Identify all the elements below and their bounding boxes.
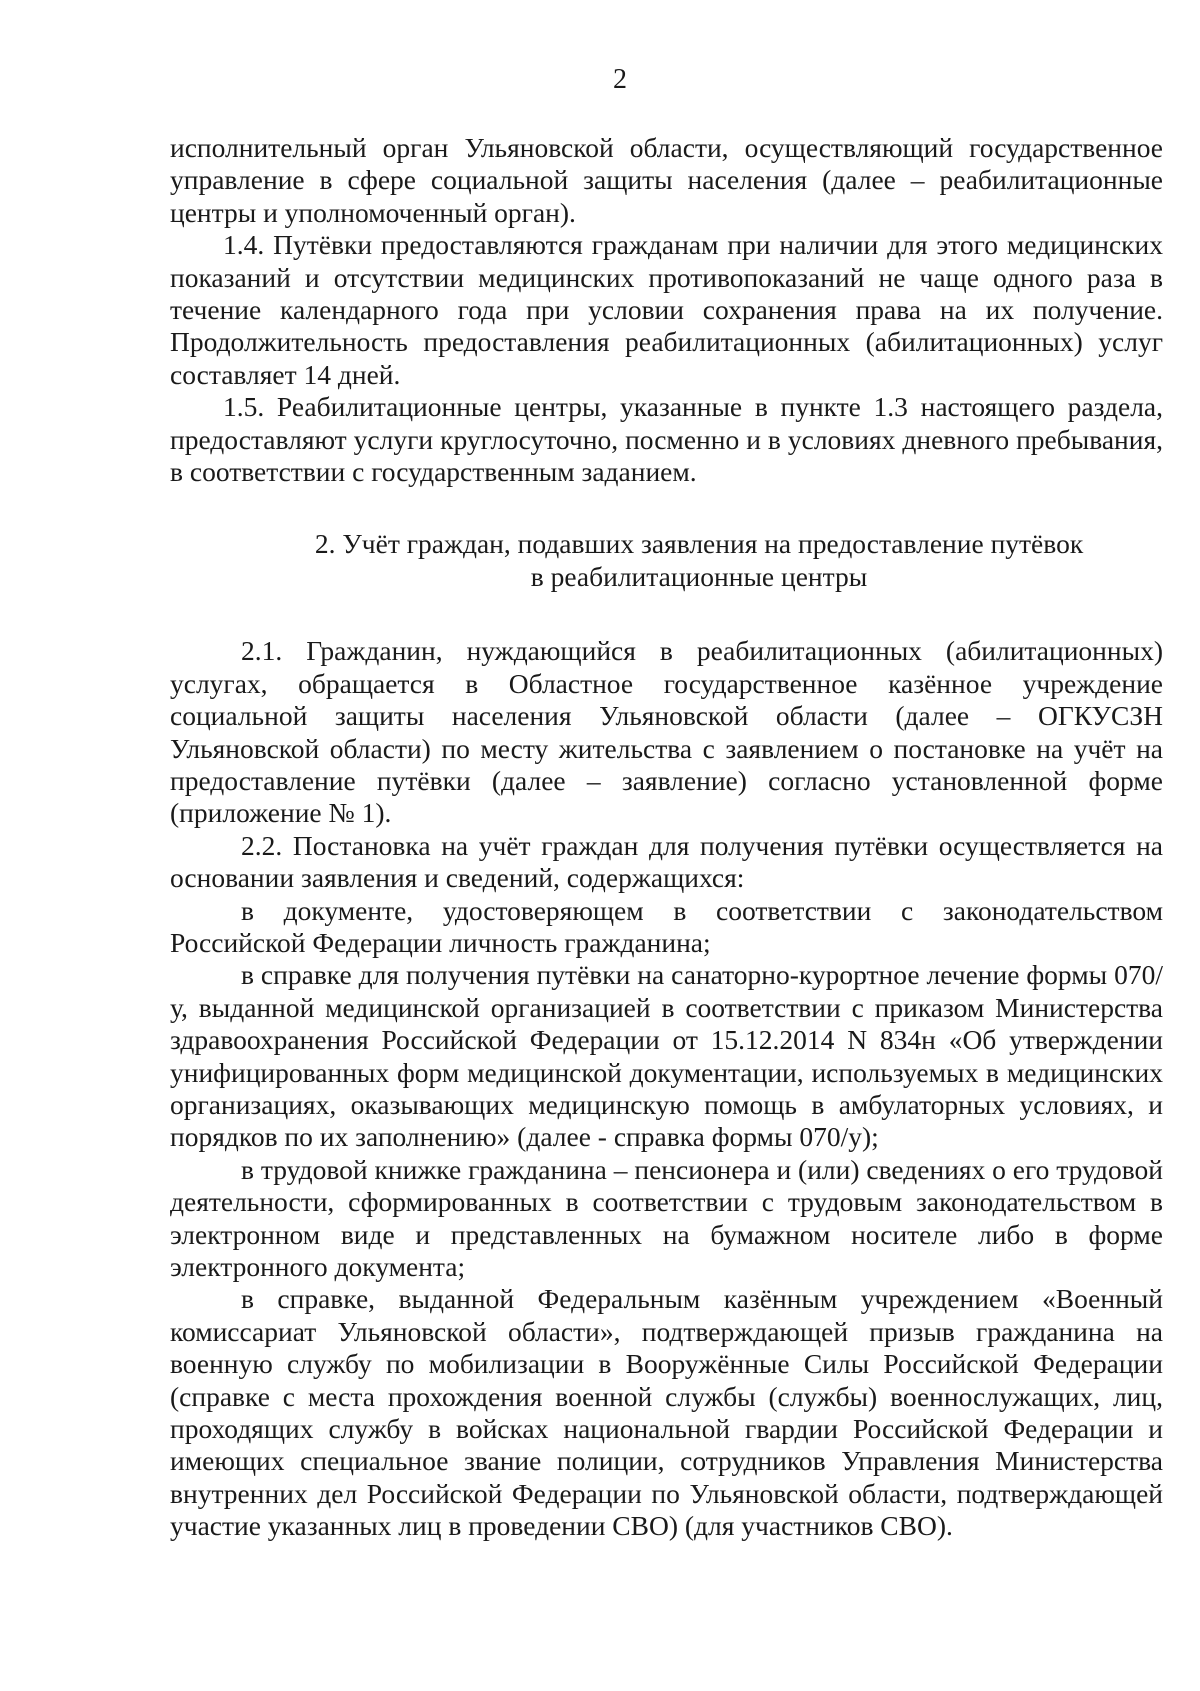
paragraph-2-1: 2.1. Гражданин, нуждающийся в реабилитационных (абилитационных) услугах, обращается в Областное государственное казённое учреждение социальной защиты населения Ульяновской области (далее – ОГКУСЗН Ульяновской области) по месту жительства с заявлением о постановке на учёт на предоставление путёвки (далее – заявление) согласно установленной форме (приложение № 1). — [170, 635, 1163, 829]
paragraph-2-2: 2.2. Постановка на учёт граждан для получения путёвки осуществляется на основании заявления и сведений, содержащихся: — [170, 829, 1163, 894]
section-2-heading — [170, 528, 1163, 593]
paragraph-identity-document: в документе, удостоверяющем в соответствии с законодательством Российской Федерации личность гражданина; — [170, 894, 1163, 958]
paragraph-continuation: исполнительный орган Ульяновской области, осуществляющий государственное управление в сфере социальной защиты населения (далее – реабилитационные центры и уполномоченный орган). — [170, 132, 1163, 228]
section-2-heading-line-2: в реабилитационные центры — [530, 560, 868, 592]
paragraph-medical-certificate: в справке для получения путёвки на санаторно-курортное лечение формы 070/у, выданной медицинской организацией в соответствии с приказом Министерства здравоохранения Российской Федерации от 15.12.2014 N 834н «Об утверждении унифицированных форм медицинской документации, используемых в медицинских организациях, оказывающих медицинскую помощь в амбулаторных условиях, и порядков по их заполнению» (далее - справка формы 070/у); — [170, 959, 1163, 1153]
section-2-heading-line-1: 2. Учёт граждан, подавших заявления на предоставление путёвок — [314, 528, 1084, 560]
paragraph-1-5: 1.5. Реабилитационные центры, указанные в пункте 1.3 настоящего раздела, предоставляют услуги круглосуточно, посменно и в условиях дневного пребывания, в соответствии с государственным заданием. — [170, 391, 1163, 488]
page-number: 2 — [613, 64, 627, 95]
paragraph-1-4: 1.4. Путёвки предоставляются гражданам при наличии для этого медицинских показаний и отсутствии медицинских противопоказаний не чаще одного раза в течение календарного года при условии сохранения права на их получение. Продолжительность предоставления реабилитационных (абилитационных) услуг составляет 14 дней. — [170, 229, 1163, 390]
paragraph-employment-record: в трудовой книжке гражданина – пенсионера и (или) сведениях о его трудовой деятельности, сформированных в соответствии с трудовым законодательством в электронном виде и представленных на бумажном носителе либо в форме электронного документа; — [170, 1153, 1163, 1282]
document-body — [170, 132, 1163, 1543]
paragraph-military-certificate: в справке, выданной Федеральным казённым учреждением «Военный комиссариат Ульяновской области», подтверждающей призыв гражданина на военную службу по мобилизации в Вооружённые Силы Российской Федерации (справке с места прохождения военной службы (службы) военнослужащих, лиц, проходящих службу в войсках национальной гвардии Российской Федерации и имеющих специальное звание полиции, сотрудников Управления Министерства внутренних дел Российской Федерации по Ульяновской области, подтверждающей участие указанных лиц в проведении СВО) (для участников СВО). — [170, 1283, 1163, 1542]
